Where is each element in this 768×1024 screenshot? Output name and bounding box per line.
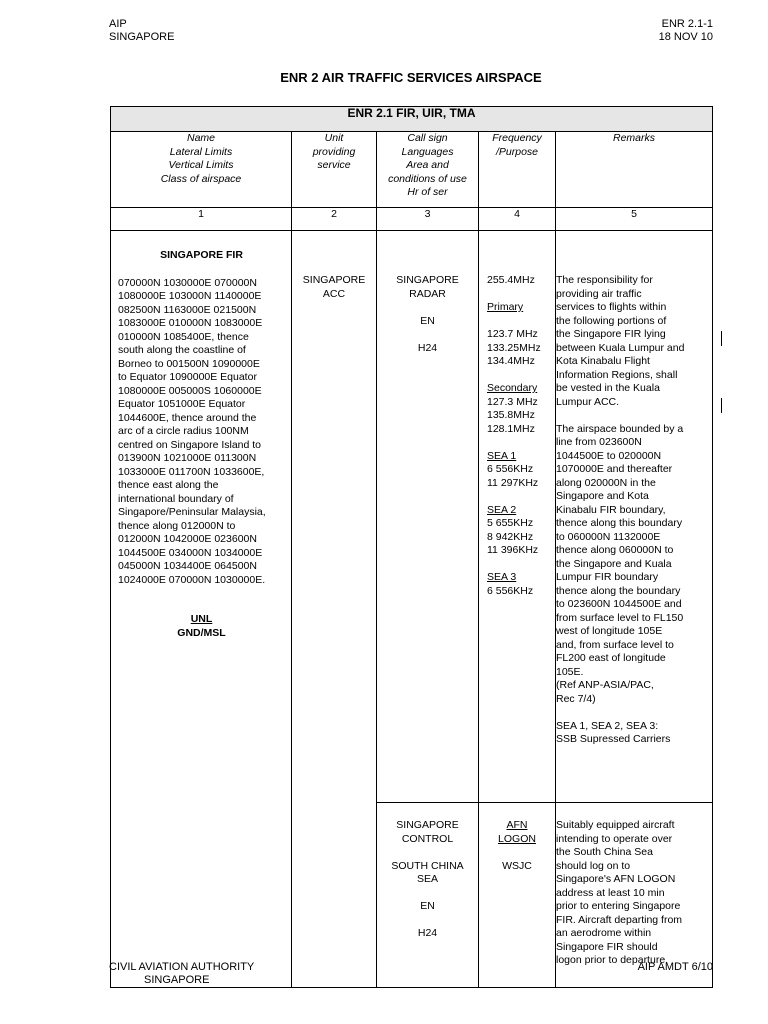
sea2-label: SEA 2 — [487, 503, 517, 516]
callsign-line: CONTROL — [401, 832, 454, 845]
secondary-freq: 128.1MHz — [487, 422, 535, 435]
col1-line: Lateral Limits — [169, 145, 233, 158]
page-title: ENR 2 AIR TRAFFIC SERVICES AIRSPACE — [280, 70, 542, 85]
language: EN — [420, 314, 435, 327]
column-header-1 — [111, 132, 292, 208]
col3-line: Area and — [406, 159, 449, 171]
sea1-freq: 6 556KHz — [487, 463, 534, 475]
frequency-cell — [479, 231, 556, 803]
lateral-limits — [118, 277, 285, 588]
lateral-line: 1083000E 010000N 1083000E — [118, 317, 263, 329]
sea3-label: SEA 3 — [487, 571, 517, 583]
header-left — [109, 18, 174, 44]
remarks-line: thence along 060000N to — [556, 544, 674, 556]
lateral-line: 1080000E 103000N 1140000E — [118, 290, 262, 302]
col4-line: /Purpose — [495, 145, 539, 158]
language: EN — [420, 900, 435, 912]
change-bar — [721, 331, 722, 346]
lateral-line: 1024000E 070000N 1030000E. — [118, 573, 266, 586]
remarks-line: the following portions of — [556, 314, 667, 327]
secondary-freq: 135.8MHz — [487, 409, 535, 421]
column-number-row — [111, 208, 713, 231]
area-line: SEA — [416, 873, 438, 885]
lateral-line: thence east along the — [118, 479, 219, 491]
logon-label: LOGON — [498, 832, 536, 845]
lateral-line: Borneo to 001500N 1090000E — [118, 357, 260, 370]
remarks-line: thence along this boundary — [556, 517, 683, 529]
primary-label: Primary — [487, 301, 524, 313]
remarks-line: Singapore FIR should — [556, 940, 658, 953]
primary-freq: 134.4MHz — [487, 355, 535, 367]
remarks-cell-2 — [556, 803, 713, 988]
secondary-label: Secondary — [487, 382, 538, 394]
lateral-line: 045000N 1034400E 064500N — [118, 560, 257, 572]
col4-line: Frequency — [492, 132, 542, 144]
remarks-line: along 020000N in the — [556, 476, 656, 489]
remarks-line: the Singapore and Kuala — [556, 557, 672, 570]
table-row — [111, 231, 713, 803]
remarks-line: to 060000N 1132000E — [556, 530, 661, 543]
remarks-line: the Singapore FIR lying — [556, 328, 666, 340]
remarks-line: SEA 1, SEA 2, SEA 3: — [556, 719, 659, 732]
remarks-line: an aerodrome within — [556, 927, 652, 939]
column-number: 3 — [377, 208, 479, 231]
lateral-line: centred on Singapore Island to — [118, 438, 262, 451]
remarks-line: (Ref ANP-ASIA/PAC, — [556, 679, 654, 691]
callsign-line: RADAR — [409, 287, 446, 300]
col3-line: Call sign — [407, 132, 448, 144]
secondary-freq: 127.3 MHz — [487, 395, 538, 408]
column-number: 4 — [479, 208, 556, 231]
column-header-5 — [556, 132, 713, 208]
remarks-line: The responsibility for — [556, 274, 653, 286]
remarks-line: Rec 7/4) — [556, 692, 596, 705]
footer-authority: CIVIL AVIATION AUTHORITY — [109, 961, 255, 973]
col3-line: conditions of use — [388, 172, 467, 185]
lateral-line: arc of a circle radius 100NM — [118, 425, 249, 437]
lateral-line: international boundary of — [118, 492, 234, 505]
remarks-line: Singapore and Kota — [556, 490, 649, 502]
remarks-line: services to flights within — [556, 301, 667, 313]
primary-freq: 133.25MHz — [487, 341, 541, 354]
table-title: ENR 2.1 FIR, UIR, TMA — [111, 107, 713, 132]
remarks-line: to 023600N 1044500E and — [556, 598, 682, 610]
column-number: 2 — [292, 208, 377, 231]
remarks-line: thence along the boundary — [556, 584, 681, 597]
col1-line: Name — [186, 132, 215, 144]
sea1-freq: 11 297KHz — [487, 476, 539, 489]
remarks-line: The airspace bounded by a — [556, 422, 684, 435]
column-header-4 — [479, 132, 556, 208]
footer-left — [109, 961, 254, 987]
footer-amendment: AIP AMDT 6/10 — [637, 961, 713, 973]
callsign-cell — [377, 231, 479, 803]
header-aip: AIP — [109, 18, 127, 30]
remarks-line: 105E. — [556, 665, 584, 678]
hours: H24 — [417, 341, 438, 354]
col2-line: providing — [312, 145, 356, 158]
change-bar — [721, 398, 722, 413]
remarks-line: be vested in the Kuala — [556, 382, 660, 394]
callsign-line: SINGAPORE — [396, 819, 459, 831]
lateral-line: 1044600E, thence around the — [118, 411, 257, 424]
remarks-line: Kinabalu FIR boundary, — [556, 503, 666, 516]
frequency-main: 255.4MHz — [487, 274, 535, 286]
area-line: SOUTH CHINA — [391, 859, 464, 872]
header-country: SINGAPORE — [109, 31, 175, 43]
fir-definition-cell — [111, 231, 292, 988]
column-header-3 — [377, 132, 479, 208]
logon-address: WSJC — [502, 859, 532, 872]
upper-limit: UNL — [190, 613, 213, 625]
lateral-line: 1044500E 034000N 1034000E — [118, 546, 263, 559]
col1-line: Class of airspace — [160, 172, 242, 185]
primary-freq: 123.7 MHz — [487, 328, 538, 340]
enr-table — [110, 106, 713, 988]
lateral-line: Singapore/Peninsular Malaysia, — [118, 506, 266, 518]
remarks-line: SSB Supressed Carriers — [556, 733, 671, 745]
header-right — [659, 18, 713, 44]
lateral-line: south along the coastline of — [118, 344, 246, 356]
lateral-line: to Equator 1090000E Equator — [118, 371, 257, 383]
lateral-line: Equator 1051000E Equator — [118, 398, 246, 410]
remarks-line: 1070000E and thereafter — [556, 463, 673, 475]
lower-limit: GND/MSL — [177, 626, 226, 639]
remarks-line: from surface level to FL150 — [556, 611, 684, 624]
remarks-line: FIR. Aircraft departing from — [556, 913, 683, 926]
footer-country: SINGAPORE — [144, 974, 210, 986]
column-header-row — [111, 132, 713, 208]
callsign-cell-2 — [377, 803, 479, 988]
lateral-line: 013900N 1021000E 011300N — [118, 452, 257, 464]
remarks-line: logon prior to departure. — [556, 954, 669, 966]
remarks-line: FL200 east of longitude — [556, 652, 666, 664]
header-page-number: ENR 2.1-1 — [661, 18, 713, 30]
column-number: 1 — [111, 208, 292, 231]
sea3-freq: 6 556KHz — [487, 584, 534, 597]
column-number: 5 — [556, 208, 713, 231]
col2-line: Unit — [324, 132, 344, 144]
col3-line: Languages — [401, 145, 454, 158]
fir-name: SINGAPORE FIR — [160, 249, 243, 261]
callsign-line: SINGAPORE — [396, 274, 459, 286]
afn-label: AFN — [506, 819, 528, 831]
column-header-2 — [292, 132, 377, 208]
remarks-line: providing air traffic — [556, 287, 642, 300]
remarks-line: west of longitude 105E — [556, 625, 663, 637]
lateral-line: 070000N 1030000E 070000N — [118, 276, 257, 289]
remarks-line: Lumpur FIR boundary — [556, 571, 659, 583]
lateral-line: 082500N 1163000E 021500N — [118, 303, 257, 316]
sea2-freq: 8 942KHz — [487, 530, 534, 543]
col1-line: Vertical Limits — [168, 159, 234, 171]
remarks-line: intending to operate over — [556, 832, 673, 845]
remarks-line: should log on to — [556, 859, 631, 872]
remarks-line: 1044500E to 020000N — [556, 449, 662, 462]
remarks-line: Kota Kinabalu Flight — [556, 355, 650, 367]
remarks-line: the South China Sea — [556, 846, 653, 858]
vertical-limits — [118, 613, 285, 640]
lateral-line: thence along 012000N to — [118, 519, 236, 532]
col2-line: service — [317, 159, 351, 171]
remarks-line: Suitably equipped aircraft — [556, 819, 675, 831]
remarks-line: Lumpur ACC. — [556, 395, 620, 408]
remarks-line: and, from surface level to — [556, 638, 674, 651]
remarks-cell — [556, 231, 713, 803]
header-date: 18 NOV 10 — [658, 31, 713, 43]
remarks-line: prior to entering Singapore — [556, 900, 681, 912]
lateral-line: 1033000E 011700N 1033600E, — [118, 465, 265, 478]
sea1-label: SEA 1 — [487, 449, 517, 462]
sea2-freq: 11 396KHz — [487, 544, 539, 556]
hours: H24 — [417, 927, 438, 939]
sea2-freq: 5 655KHz — [487, 517, 534, 529]
col5-line: Remarks — [613, 132, 656, 144]
col3-line: Hr of ser — [407, 186, 448, 198]
unit-line: SINGAPORE — [302, 274, 366, 286]
lateral-line: 1080000E 005000S 1060000E — [118, 384, 262, 397]
remarks-line: address at least 10 min — [556, 886, 665, 899]
unit-cell — [292, 231, 377, 988]
remarks-line: line from 023600N — [556, 436, 642, 448]
unit-line: ACC — [322, 287, 346, 300]
remarks-line: Information Regions, shall — [556, 368, 678, 381]
remarks-line: Singapore's AFN LOGON — [556, 873, 676, 885]
lateral-line: 012000N 1042000E 023600N — [118, 533, 257, 545]
lateral-line: 010000N 1085400E, thence — [118, 330, 249, 343]
table-title-row — [111, 107, 713, 132]
frequency-cell-2 — [479, 803, 556, 988]
remarks-line: between Kuala Lumpur and — [556, 341, 685, 354]
